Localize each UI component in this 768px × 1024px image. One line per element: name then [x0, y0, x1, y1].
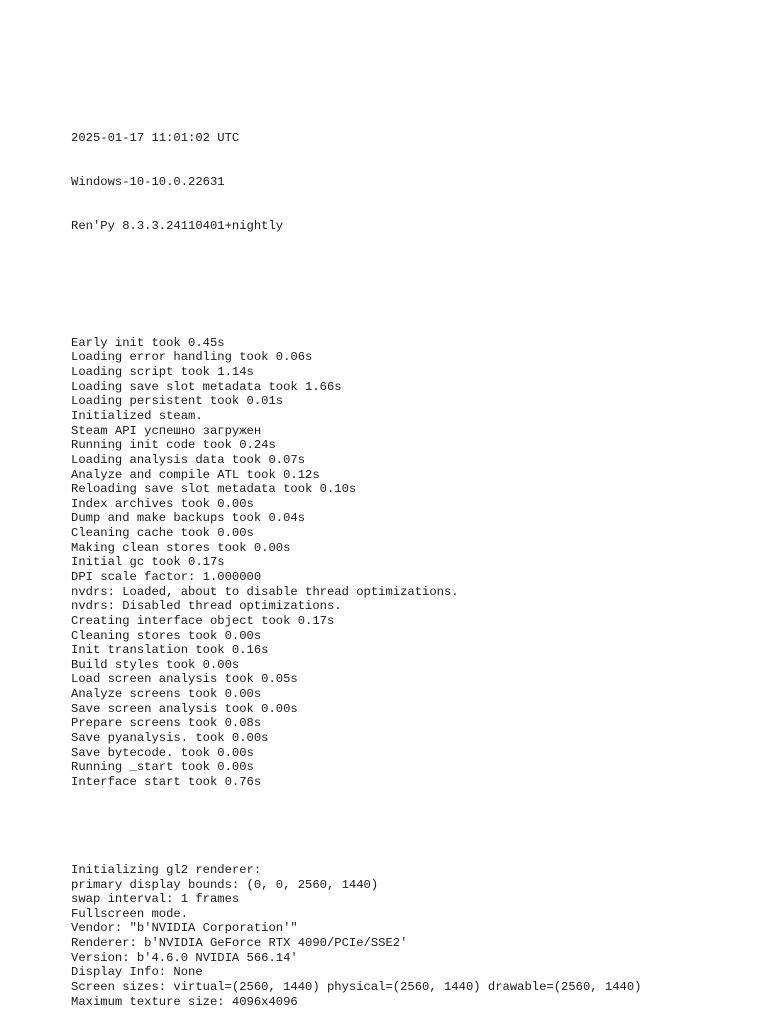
- log-line: Cleaning stores took 0.00s: [71, 628, 262, 643]
- log-line: Save bytecode. took 0.00s: [71, 745, 254, 760]
- log-line: Making clean stores took 0.00s: [71, 540, 291, 555]
- log-line: Loading script took 1.14s: [71, 365, 254, 380]
- log-line: Maximum texture size: 4096x4096: [71, 994, 298, 1009]
- log-line: nvdrs: Disabled thread optimizations.: [71, 599, 342, 614]
- log-line: Prepare screens took 0.08s: [71, 716, 262, 731]
- log-line: Initializing gl2 renderer:: [71, 862, 262, 877]
- log-text: [71, 72, 751, 1024]
- log-line: DPI scale factor: 1.000000: [71, 570, 262, 584]
- log-line: Analyze screens took 0.00s: [71, 687, 262, 702]
- log-line: Running _start took 0.00s: [71, 760, 254, 775]
- log-line: nvdrs: Loaded, about to disable thread optimizations.: [71, 584, 459, 599]
- log-line: primary display bounds: (0, 0, 2560, 1440): [71, 877, 379, 892]
- log-line: Loading persistent took 0.01s: [71, 394, 284, 409]
- log-line: Initial gc took 0.17s: [71, 555, 225, 570]
- log-line: Initialized steam.: [71, 408, 203, 423]
- log-line: Load screen analysis took 0.05s: [71, 672, 298, 687]
- log-line-timestamp: 2025-01-17 11:01:02 UTC: [71, 130, 240, 145]
- log-line: Version: b'4.6.0 NVIDIA 566.14': [71, 950, 298, 965]
- log-line: Display Info: None: [71, 965, 203, 980]
- log-line: Loading error handling took 0.06s: [71, 350, 313, 365]
- log-line-renpy-version: Ren'Py 8.3.3.24110401+nightly: [71, 218, 284, 233]
- log-line: Cleaning cache took 0.00s: [71, 526, 254, 541]
- log-line: Init translation took 0.16s: [71, 643, 269, 658]
- renderer-log-section: [71, 863, 751, 1009]
- log-line: Dump and make backups took 0.04s: [71, 511, 306, 526]
- log-line: Steam API успешно загружен: [71, 423, 262, 438]
- log-line: Fullscreen mode.: [71, 906, 189, 921]
- log-line: Index archives took 0.00s: [71, 496, 254, 511]
- log-line: Reloading save slot metadata took 0.10s: [71, 482, 357, 497]
- log-line: Early init took 0.45s: [71, 335, 225, 350]
- log-line: Interface start took 0.76s: [71, 774, 262, 789]
- log-line: Renderer: b'NVIDIA GeForce RTX 4090/PCIe/SSE2': [71, 936, 408, 951]
- log-line: Creating interface object took 0.17s: [71, 613, 335, 628]
- log-line: swap interval: 1 frames: [71, 892, 240, 907]
- log-line: Vendor: "b'NVIDIA Corporation'": [71, 921, 298, 936]
- log-line: Analyze and compile ATL took 0.12s: [71, 467, 320, 482]
- log-line: Running init code took 0.24s: [71, 438, 276, 453]
- log-line: Loading save slot metadata took 1.66s: [71, 379, 342, 394]
- log-line-os: Windows-10-10.0.22631: [71, 174, 225, 189]
- blank-line: [71, 292, 751, 307]
- blank-line: [71, 819, 751, 834]
- init-log-section: [71, 336, 751, 790]
- log-line: Save pyanalysis. took 0.00s: [71, 731, 269, 746]
- log-line: Screen sizes: virtual=(2560, 1440) physical=(2560, 1440) drawable=(2560, 1440): [71, 980, 642, 994]
- log-line: Save screen analysis took 0.00s: [71, 701, 298, 716]
- log-header: [71, 101, 751, 262]
- log-line: Loading analysis data took 0.07s: [71, 452, 306, 467]
- log-line: Build styles took 0.00s: [71, 657, 240, 672]
